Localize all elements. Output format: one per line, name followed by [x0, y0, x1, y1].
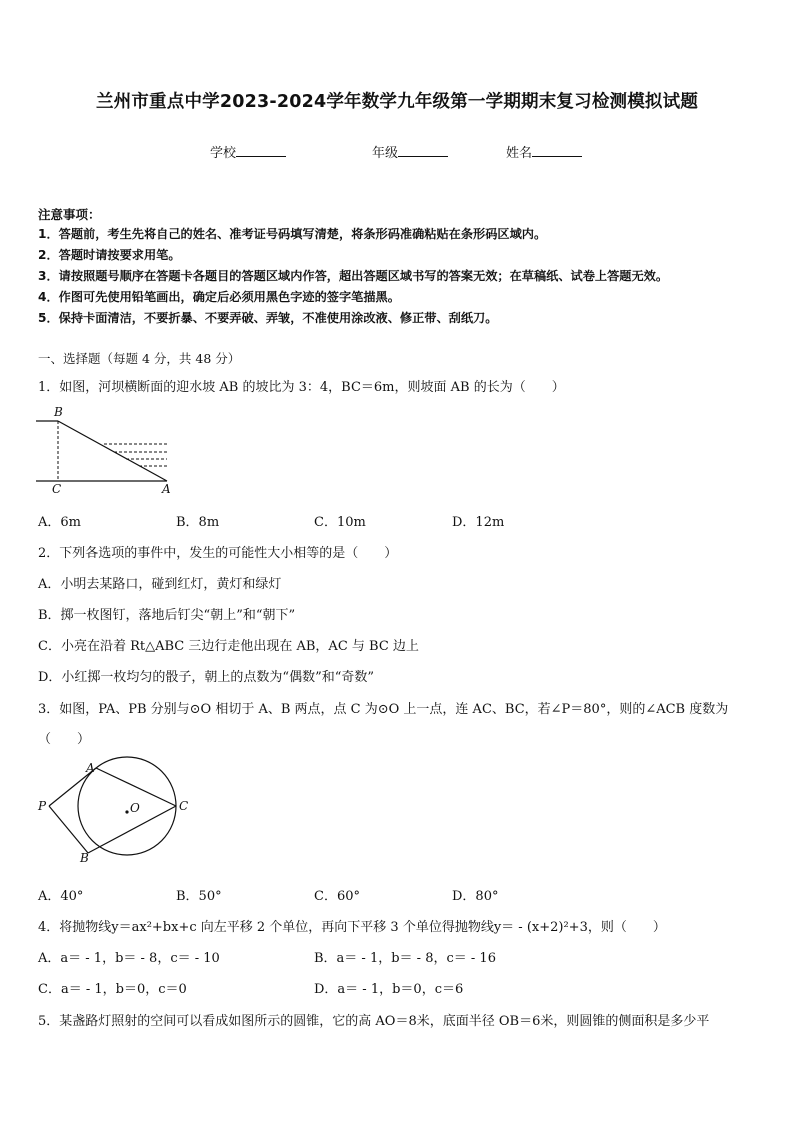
note-item: 2．答题时请按要求用笔。: [38, 248, 181, 262]
q3-option-a: A．40°: [38, 889, 84, 904]
q3-option-c: C．60°: [314, 889, 360, 904]
question-1-stem: 1．如图，河坝横断面的迎水坡 AB 的坡比为 3：4，BC＝6m，则坡面 AB 的长为（ ）: [38, 380, 565, 395]
q2-option-b: B．掷一枚图钉，落地后钉尖“朝上”和“朝下”: [38, 608, 296, 623]
school-label: 学校: [210, 146, 237, 161]
q1-option-c: C．10m: [314, 515, 366, 530]
label-P: P: [38, 799, 47, 813]
note-item: 4．作图可先使用铅笔画出，确定后必须用黑色字迹的签字笔描黑。: [38, 290, 400, 304]
label-A: A: [86, 761, 95, 775]
school-blank: [236, 144, 286, 157]
label-O: O: [130, 801, 140, 815]
q3-option-d: D．80°: [452, 889, 499, 904]
name-blank: [532, 144, 582, 157]
q1-figure: [36, 404, 176, 496]
question-3-stem-cont: （ ）: [38, 732, 91, 747]
q2-option-d: D．小红掷一枚均匀的骰子，朝上的点数为“偶数”和“奇数”: [38, 670, 375, 685]
label-B: B: [80, 851, 89, 865]
q2-option-c: C．小亮在沿着 Rt△ABC 三边行走他出现在 AB，AC 与 BC 边上: [38, 639, 419, 654]
notes-heading: 注意事项：: [38, 207, 101, 222]
grade-field: [372, 142, 448, 161]
name-field: [506, 142, 582, 161]
q2-option-a: A．小明去某路口，碰到红灯，黄灯和绿灯: [38, 577, 282, 592]
note-item: 5．保持卡面清洁，不要折暴、不要弄破、弄皱，不准使用涂改液、修正带、刮纸刀。: [38, 311, 498, 325]
grade-blank: [398, 144, 448, 157]
q4-option-c: C．a＝ - 1，b＝0，c＝0: [38, 982, 187, 997]
q1-option-d: D．12m: [452, 515, 505, 530]
q1-option-b: B．8m: [176, 515, 220, 530]
question-4-stem: 4．将抛物线y＝ax²+bx+c 向左平移 2 个单位，再向下平移 3 个单位得抛物线y＝ - (x+2)²+3，则（ ）: [38, 920, 666, 935]
question-2-stem: 2．下列各选项的事件中，发生的可能性大小相等的是（ ）: [38, 546, 398, 561]
school-field: [210, 142, 286, 161]
q1-option-a: A．6m: [38, 515, 81, 530]
q3-figure: [36, 760, 196, 870]
label-A: A: [162, 482, 171, 496]
grade-label: 年级: [372, 146, 399, 161]
note-item: 3．请按照题号顺序在答题卡各题目的答题区域内作答，超出答题区域书写的答案无效；在草稿纸、试卷上答题无效。: [38, 269, 669, 283]
question-3-stem: 3．如图，PA、PB 分别与⊙O 相切于 A、B 两点，点 C 为⊙O 上一点，连 AC、BC，若∠P＝80°，则的∠ACB 度数为: [38, 702, 729, 717]
q4-option-a: A．a＝ - 1，b＝ - 8，c＝ - 10: [38, 951, 220, 966]
label-B: B: [54, 405, 63, 419]
label-C: C: [179, 799, 189, 813]
page-title: 兰州市重点中学2023-2024学年数学九年级第一学期期末复习检测模拟试题: [95, 92, 699, 112]
label-C: C: [52, 482, 62, 496]
note-item: 1．答题前，考生先将自己的姓名、准考证号码填写清楚，将条形码准确粘贴在条形码区域内。: [38, 227, 547, 241]
q3-option-b: B．50°: [176, 889, 222, 904]
name-label: 姓名: [506, 146, 533, 161]
question-5-stem: 5．某盏路灯照射的空间可以看成如图所示的圆锥，它的高 AO＝8米，底面半径 OB＝6米，则圆锥的侧面积是多少平: [38, 1014, 710, 1029]
q4-option-d: D．a＝ - 1，b＝0，c＝6: [314, 982, 464, 997]
q4-option-b: B．a＝ - 1，b＝ - 8，c＝ - 16: [314, 951, 496, 966]
section-heading: 一、选择题（每题 4 分，共 48 分）: [38, 351, 241, 366]
